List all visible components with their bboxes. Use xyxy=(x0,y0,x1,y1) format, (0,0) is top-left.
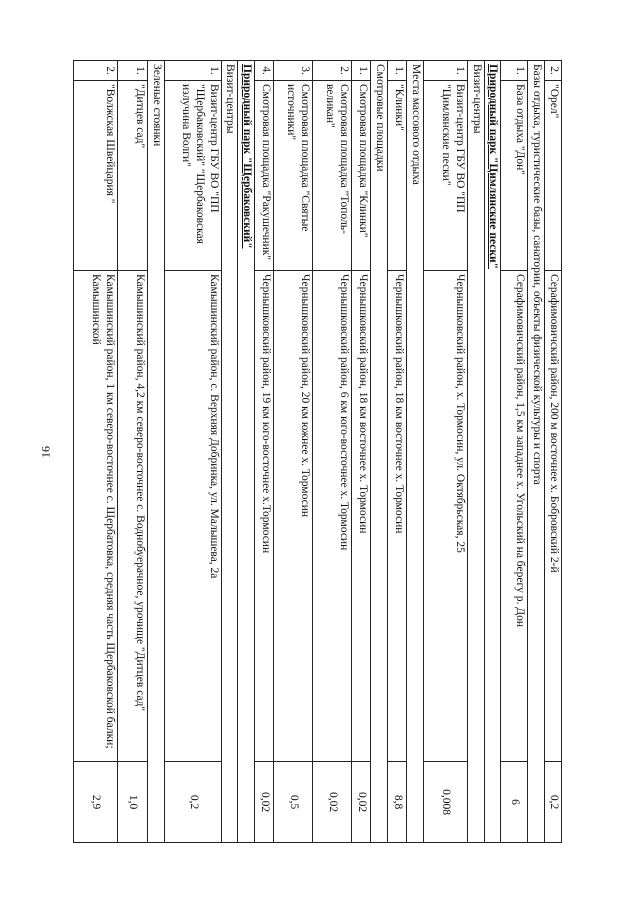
park-title: Природный парк "Щербаковский" xyxy=(238,61,255,843)
row-number: 1. xyxy=(388,61,407,81)
site-location: Чернышковский район, х. Тормосин, ул. Октябрьская, 25 xyxy=(423,271,467,762)
site-name: База отдыха "Дон" xyxy=(501,81,528,271)
site-area: 1,0 xyxy=(117,762,147,843)
site-name: Смотровая площадка "Тополь-великан" xyxy=(313,81,352,271)
site-location: Камышинский район, с. Верхняя Добринка, ул. Малышева, 2а xyxy=(164,271,221,762)
table-row xyxy=(501,61,528,843)
site-name: Смотровая площадка "Ракушечник" xyxy=(255,81,274,271)
site-area: 2,9 xyxy=(73,762,117,843)
site-name: "Орел" xyxy=(545,81,562,271)
page-number: 16 xyxy=(38,446,53,458)
table-row xyxy=(545,61,562,843)
site-name: Смотровая площадка "Святые источники" xyxy=(274,81,313,271)
park-header-row xyxy=(238,61,255,843)
section-title: Места массового отдыха xyxy=(407,61,424,843)
row-number: 2. xyxy=(73,61,117,81)
section-header-row xyxy=(467,61,484,843)
row-number: 1. xyxy=(352,61,371,81)
row-number: 1. xyxy=(501,61,528,81)
rotated-page xyxy=(78,60,562,842)
row-number: 1. xyxy=(164,61,221,81)
site-location: Чернышковский район, 6 км юго-восточнее х. Тормосин xyxy=(313,271,352,762)
site-area: 0,02 xyxy=(313,762,352,843)
site-area: 0,008 xyxy=(423,762,467,843)
park-title: Природный парк "Цимлянские пески" xyxy=(484,61,501,843)
table-row xyxy=(117,61,147,843)
table-row xyxy=(73,61,117,843)
site-name: "Клинки" xyxy=(388,81,407,271)
section-header-row xyxy=(407,61,424,843)
row-number: 3. xyxy=(274,61,313,81)
site-area: 0,5 xyxy=(274,762,313,843)
site-location: Камышинский район, 4,2 км северо-восточнее с. Воднобуерачное, урочище "Дитцев сад" xyxy=(117,271,147,762)
table-row xyxy=(255,61,274,843)
section-header-row xyxy=(371,61,388,843)
row-number: 4. xyxy=(255,61,274,81)
site-area: 0,2 xyxy=(164,762,221,843)
site-area: 6 xyxy=(501,762,528,843)
site-area: 0,02 xyxy=(352,762,371,843)
table-row xyxy=(352,61,371,843)
section-title: Смотровые площадки xyxy=(371,61,388,843)
site-location: Чернышковский район, 20 км южнее х. Тормосин xyxy=(274,271,313,762)
section-title: Зеленые стоянки xyxy=(147,61,164,843)
recreation-sites-table xyxy=(73,60,562,843)
site-location: Серафимовичский район, 1,5 км западнее х. Угольский на берегу р. Дон xyxy=(501,271,528,762)
section-header-row xyxy=(528,61,545,843)
row-number: 2. xyxy=(545,61,562,81)
table-row xyxy=(313,61,352,843)
section-header-row xyxy=(147,61,164,843)
section-title: Визит-центры xyxy=(221,61,238,843)
row-number: 1. xyxy=(423,61,467,81)
site-name: Смотровая площадка "Клинки" xyxy=(352,81,371,271)
table-row xyxy=(164,61,221,843)
site-location: Чернышковский район, 18 км восточнее х. Тормосин xyxy=(352,271,371,762)
row-number: 1. xyxy=(117,61,147,81)
table-row xyxy=(423,61,467,843)
site-area: 0,2 xyxy=(545,762,562,843)
section-header-row xyxy=(221,61,238,843)
section-title: Базы отдыха, туристические базы, санатории, объекты физической культуры и спорта xyxy=(528,61,545,843)
site-name: Визит-центр ГБУ ВО "ПП "Цимлянские пески" xyxy=(423,81,467,271)
site-location: Чернышковский район, 19 км юго-восточнее х.Тормосин xyxy=(255,271,274,762)
site-name: "Волжская Швейцария " xyxy=(73,81,117,271)
site-name: "Дитцев сад" xyxy=(117,81,147,271)
site-location: Камышинский район, 1 км северо-восточнее с. Щербатовка, средняя часть Щербаковской балки; Камышинской xyxy=(73,271,117,762)
site-location: Серафимовичский район, 200 м восточнее х. Бобровский 2-й xyxy=(545,271,562,762)
site-location: Чернышковский район, 18 км восточнее х. Тормосин xyxy=(388,271,407,762)
park-header-row xyxy=(484,61,501,843)
site-name: Визит-центр ГБУ ВО "ПП "Щербаковский" "Щербаковская излучина Волги" xyxy=(164,81,221,271)
site-area: 8,8 xyxy=(388,762,407,843)
table-row xyxy=(388,61,407,843)
row-number: 2. xyxy=(313,61,352,81)
section-title: Визит-центры xyxy=(467,61,484,843)
site-area: 0,02 xyxy=(255,762,274,843)
table-row xyxy=(274,61,313,843)
